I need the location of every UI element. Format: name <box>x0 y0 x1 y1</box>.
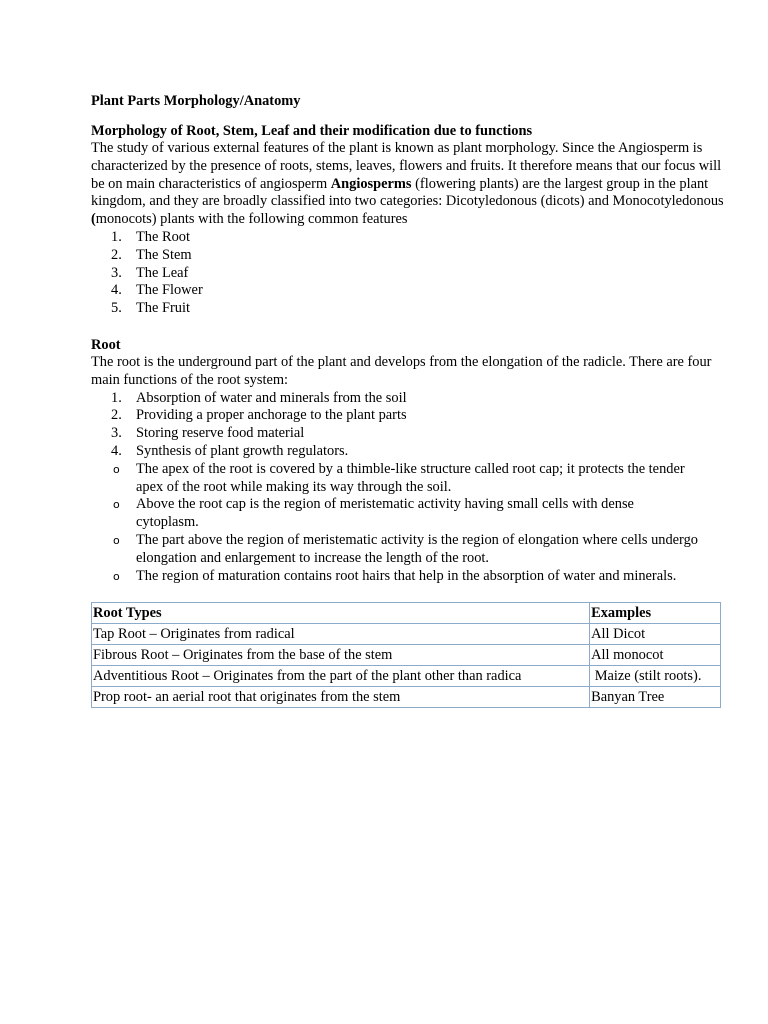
list-number: 2. <box>111 246 122 263</box>
list-item <box>91 461 728 497</box>
morphology-heading: Morphology of Root, Stem, Leaf and their modification due to functions <box>91 123 533 139</box>
morphology-text-1: The study of various external features of the plant is known as plant morphology. Since the Angiosperm is characterized by the presence of roots, stems, leaves, flowers and fruits. It therefore means that our focus will be on main characteristics of angiosperm <box>91 140 722 192</box>
list-item <box>91 390 728 408</box>
root-heading: Root <box>91 336 121 353</box>
table-cell-example: All Dicot <box>590 624 721 645</box>
list-number: 1. <box>111 228 122 245</box>
list-item-text: The Fruit <box>136 300 190 317</box>
list-item-text: Absorption of water and minerals from the soil <box>136 389 407 406</box>
circle-bullet-icon: o <box>113 498 120 512</box>
list-item <box>91 282 728 300</box>
list-item-text: The region of maturation contains root hairs that help in the absorption of water and minerals. <box>136 567 677 584</box>
morphology-text-3: monocots) plants with the following common features <box>95 211 408 228</box>
open-paren-bold: ( <box>91 211 96 228</box>
list-item-text: Storing reserve food material <box>136 425 305 442</box>
list-item-text: The apex of the root is covered by a thimble-like structure called root cap; it protects the tender apex of the root while making its way through the soil. <box>136 460 685 495</box>
list-number: 2. <box>111 407 122 424</box>
list-item <box>91 532 728 568</box>
angiosperms-bold: Angiosperms <box>330 175 412 192</box>
list-number: 4. <box>111 442 122 459</box>
list-item <box>91 229 728 247</box>
list-number: 3. <box>111 264 122 281</box>
table-row <box>92 666 721 687</box>
header-examples: Examples <box>590 603 721 624</box>
root-intro-paragraph: The root is the underground part of the plant and develops from the elongation of the radicle. There are four main functions of the root system: <box>91 353 712 388</box>
list-item-text: The Stem <box>136 246 192 263</box>
morphology-paragraph <box>91 140 728 229</box>
list-item <box>91 425 728 443</box>
list-item <box>91 568 728 586</box>
list-item-text: Providing a proper anchorage to the plant parts <box>136 407 407 424</box>
list-item-text: The part above the region of meristematic activity is the region of elongation where cells undergo elongation and enlargement to increase the length of the root. <box>136 531 698 566</box>
table-row <box>92 687 721 708</box>
table-cell-example: Banyan Tree <box>590 687 721 708</box>
circle-bullet-icon: o <box>113 533 120 547</box>
table-cell-root-type: Fibrous Root – Originates from the base of the stem <box>92 645 590 666</box>
list-number: 3. <box>111 425 122 442</box>
header-root-types: Root Types <box>92 603 590 624</box>
features-list <box>91 229 728 318</box>
table-cell-root-type: Adventitious Root – Originates from the part of the plant other than radica <box>92 666 590 687</box>
circle-bullet-icon: o <box>113 569 120 583</box>
table-header-row <box>92 603 721 624</box>
table-cell-example: All monocot <box>590 645 721 666</box>
list-item <box>91 407 728 425</box>
list-item-text: The Flower <box>136 282 203 299</box>
list-item <box>91 443 728 461</box>
table-row <box>92 624 721 645</box>
list-item-text: Above the root cap is the region of meristematic activity having small cells with dense cytoplasm. <box>136 496 634 531</box>
list-item-text: Synthesis of plant growth regulators. <box>136 442 349 459</box>
root-functions-list <box>91 390 728 461</box>
list-item <box>91 300 728 318</box>
list-item <box>91 496 728 532</box>
list-item-text: The Root <box>136 228 190 245</box>
morphology-text-2: (flowering plants) are the largest group in the plant kingdom, and they are broadly classified into two categories: Dicotyledonous (dicots) and Monocotyledonous <box>91 175 724 210</box>
list-item <box>91 247 728 265</box>
root-regions-list <box>91 461 728 586</box>
spacer <box>91 318 728 336</box>
list-item <box>91 265 728 283</box>
list-number: 1. <box>111 389 122 406</box>
table-cell-example: Maize (stilt roots). <box>590 666 721 687</box>
root-types-table <box>91 602 721 708</box>
list-number: 4. <box>111 282 122 299</box>
list-item-text: The Leaf <box>136 264 189 281</box>
table-cell-root-type: Tap Root – Originates from radical <box>92 624 590 645</box>
document-title: Plant Parts Morphology/Anatomy <box>91 93 301 109</box>
list-number: 5. <box>111 300 122 317</box>
table-row <box>92 645 721 666</box>
table-cell-root-type: Prop root- an aerial root that originates from the stem <box>92 687 590 708</box>
circle-bullet-icon: o <box>113 462 120 476</box>
